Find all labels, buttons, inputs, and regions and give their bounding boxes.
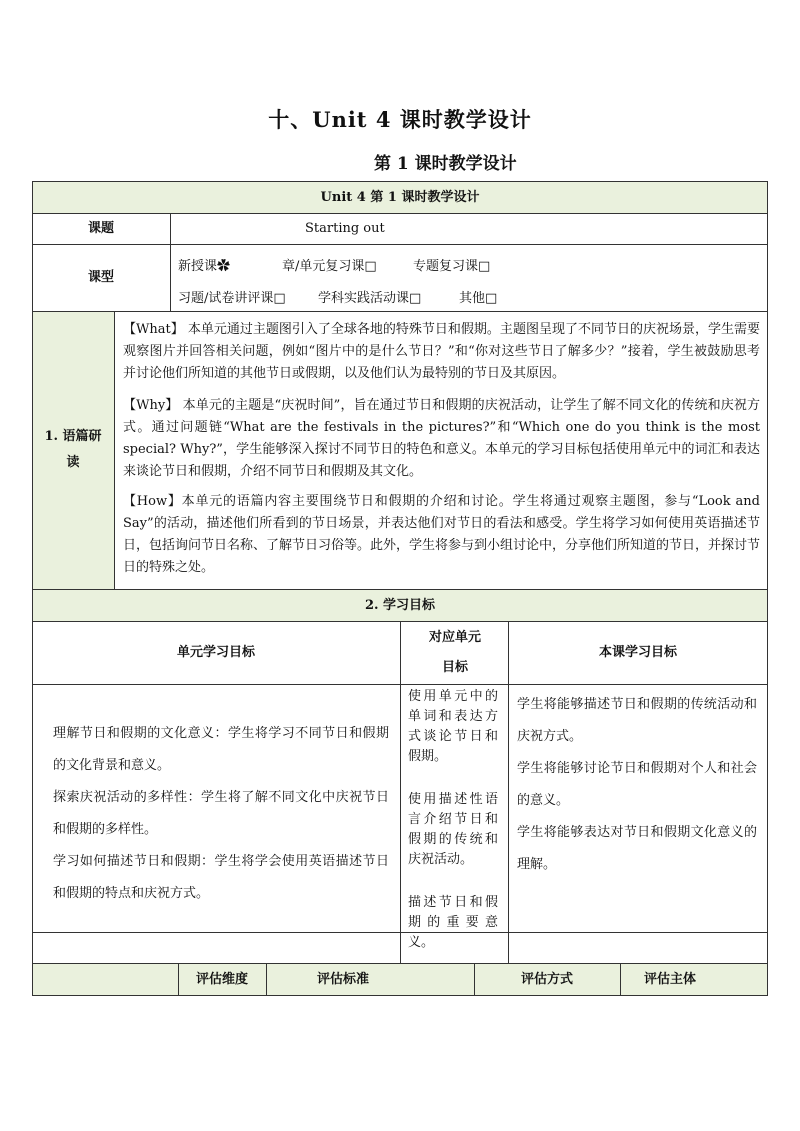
col-lesson-goals: 本课学习目标 <box>598 645 677 660</box>
goals-header: 2. 学习目标 <box>364 597 436 613</box>
table-header: Unit 4 第 1 课时教学设计 <box>320 189 480 205</box>
match-goal-1: 使用单元中的单词和表达方式谈论节日和假期。 <box>408 689 498 764</box>
col-unit-goals: 单元学习目标 <box>176 645 255 660</box>
reading-how: 【How】本单元的语篇内容主要围绕节日和假期的介绍和讨论。学生将通过观察主题图，参与“Look and Say”的活动，描述他们所看到的节日场景，并表达他们对节日的看法和感受。学生将学习如何使用英语描述节日，包括询问节日名称、了解节日习俗等。此外，学生将参与到小组讨论中，分享他们所知道的节日，并探讨节日的特殊之处。 <box>123 494 761 575</box>
reading-why: 【Why】 本单元的主题是“庆祝时间”，旨在通过节日和假期的庆祝活动，让学生了解不同文化的传统和庆祝方式。通过问题链“What are the festivals in the pictures?”和“Which one do you think is the most special? Why?”，学生能够深入探讨不同节日的特色和意义。本单元的学习目标包括使用单元中的词汇和表达来谈论节日和假期，介绍不同节日和假期及其文化。 <box>123 398 760 479</box>
col-match-goals: 对应单元目标 <box>428 629 481 675</box>
topic-value: Starting out <box>305 221 385 236</box>
lesson-goal-2: 学生将能够讨论节日和假期对个人和社会的意义。 <box>517 761 757 808</box>
type-option-practice[interactable]: 学科实践活动课□ <box>318 291 422 306</box>
lesson-subtitle: 第 1 课时教学设计 <box>374 154 517 174</box>
type-option-unit-review[interactable]: 章/单元复习课□ <box>282 259 377 274</box>
reading-label: 1. 语篇研读 <box>44 429 102 470</box>
type-option-new[interactable]: 新授课✿ <box>178 259 231 274</box>
type-label: 课型 <box>87 270 114 285</box>
lesson-goal-3: 学生将能够表达对节日和假期文化意义的理解。 <box>517 825 757 872</box>
eval-dimension: 评估维度 <box>195 971 248 987</box>
match-goal-2: 使用描述性语言介绍节日和假期的传统和庆祝活动。 <box>408 792 498 867</box>
eval-subject: 评估主体 <box>643 971 696 987</box>
match-goal-3: 描述节日和假期的重要意义。 <box>408 895 498 950</box>
eval-method: 评估方式 <box>520 971 573 987</box>
type-option-other[interactable]: 其他□ <box>459 291 498 306</box>
reading-what: 【What】 本单元通过主题图引入了全球各地的特殊节日和假期。主题图呈现了不同节日的庆祝场景，学生需要观察图片并回答相关问题，例如“图片中的是什么节日？”和“你对这些节日了解多少？”接着，学生被鼓励思考并讨论他们所知道的其他节日或假期，以及他们认为最特别的节日及其原因。 <box>123 322 760 381</box>
type-option-topic-review[interactable]: 专题复习课□ <box>413 259 491 274</box>
lesson-goal-1: 学生将能够描述节日和假期的传统活动和庆祝方式。 <box>517 697 757 744</box>
topic-label: 课题 <box>87 221 114 236</box>
eval-criteria: 评估标准 <box>317 972 370 987</box>
type-option-exercise[interactable]: 习题/试卷讲评课□ <box>178 291 286 306</box>
document-title: 十、Unit 4 课时教学设计 <box>268 107 532 132</box>
unit-goals-text: 理解节日和假期的文化意义：学生将学习不同节日和假期的文化背景和意义。 探索庆祝活动的多样性：学生将了解不同文化中庆祝节日和假期的多样性。 学习如何描述节日和假期：学生将学会使用英语描述节日和假期的特点和庆祝方式。 <box>53 726 389 901</box>
